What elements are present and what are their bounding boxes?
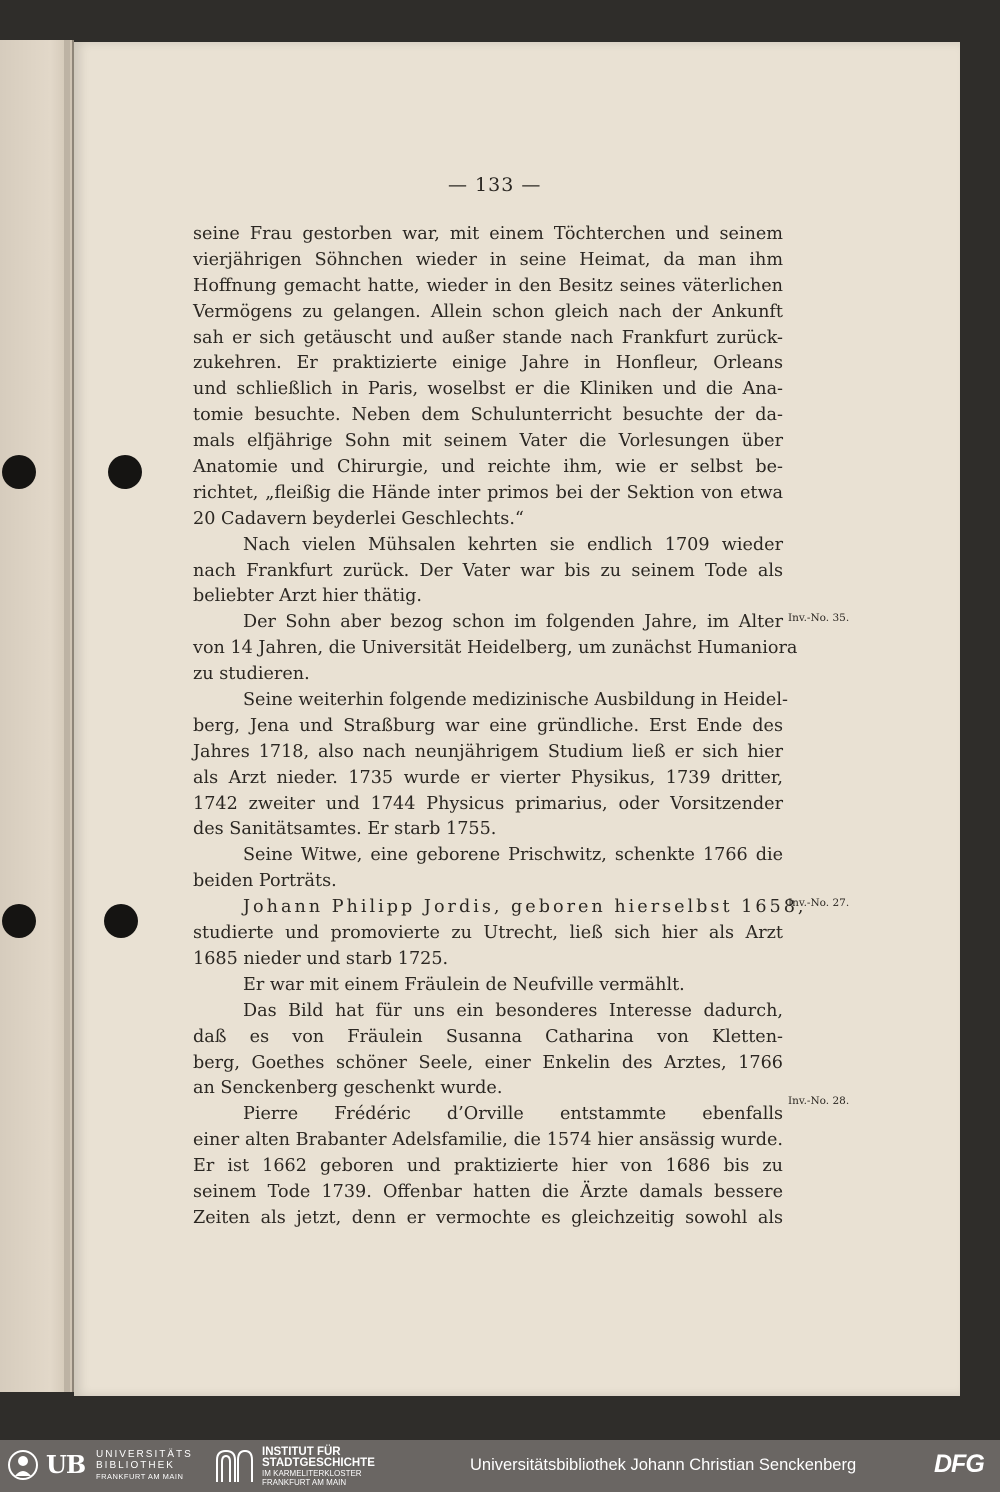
text-line: Nach vielen Mühsalen kehrten sie endlich 1709 wieder	[243, 534, 783, 555]
text-line: und schließlich in Paris, woselbst er die Kliniken und die Ana-	[193, 379, 783, 400]
text-line: des Sanitätsamtes. Er starb 1755.	[193, 819, 497, 840]
isg-line-1: INSTITUT FÜR	[262, 1446, 341, 1458]
text-line: Anatomie und Chirurgie, und reichte ihm, wie er selbst be-	[193, 457, 783, 478]
text-line: an Senckenberg geschenkt wurde.	[193, 1078, 503, 1099]
document-page	[74, 42, 960, 1396]
text-line: beiden Porträts.	[193, 871, 337, 892]
text-line: berg, Jena und Straßburg war eine gründliche. Erst Ende des	[193, 715, 783, 736]
text-line: als Arzt nieder. 1735 wurde er vierter Physikus, 1739 dritter,	[193, 767, 783, 788]
text-line: Johann Philipp Jordis, geboren hierselbst 1658,	[243, 897, 807, 918]
text-line: Der Sohn aber bezog schon im folgenden Jahre, im Alter	[243, 612, 783, 633]
text-line: Das Bild hat für uns ein besonderes Interesse dadurch,	[243, 1000, 783, 1021]
text-line: zu studieren.	[193, 664, 310, 685]
punch-hole-left-lower	[2, 904, 36, 938]
text-line: berg, Goethes schöner Seele, einer Enkelin des Arztes, 1766	[193, 1052, 783, 1073]
ub-seal-icon	[6, 1448, 40, 1482]
text-line: 20 Cadavern beyderlei Geschlechts.“	[193, 508, 524, 529]
text-line: mals elfjährige Sohn mit seinem Vater die Vorlesungen über	[193, 431, 783, 452]
text-line: 1742 zweiter und 1744 Physicus primarius, oder Vorsitzender	[193, 793, 783, 814]
text-line: Jahres 1718, also nach neunjährigem Studium ließ er sich hier	[193, 741, 783, 762]
binding-edge	[64, 40, 70, 1392]
text-line: einer alten Brabanter Adelsfamilie, die 1574 hier ansässig wurde.	[193, 1130, 783, 1151]
isg-name	[262, 1447, 375, 1487]
ub-name	[96, 1449, 193, 1482]
isg-arches-icon[interactable]	[214, 1448, 254, 1484]
text-line: Pierre Frédéric d’Orville entstammte ebenfalls	[243, 1104, 783, 1125]
body-text	[193, 222, 807, 1232]
ub-line-3: FRANKFURT AM MAIN	[96, 1472, 184, 1481]
text-line: 1685 nieder und starb 1725.	[193, 948, 449, 969]
text-line: Vermögens zu gelangen. Allein schon gleich nach der Ankunft	[193, 301, 783, 322]
margin-note-inv-28: Inv.-No. 28.	[788, 1095, 850, 1107]
text-line: studierte und promovierte zu Utrecht, ließ sich hier als Arzt	[193, 923, 783, 944]
footer-bar	[0, 1440, 1000, 1492]
text-line: Zeiten als jetzt, denn er vermochte es gleichzeitig sowohl als	[193, 1207, 783, 1228]
ub-line-1: UNIVERSITÄTS	[96, 1449, 193, 1460]
text-line: beliebter Arzt hier thätig.	[193, 586, 422, 607]
text-line: zukehren. Er praktizierte einige Jahre in Honfleur, Orleans	[193, 353, 783, 374]
text-line: tomie besuchte. Neben dem Schulunterricht besuchte der da-	[193, 405, 783, 426]
dfg-logo[interactable]: DFG	[934, 1450, 984, 1478]
library-name-link[interactable]: Universitätsbibliothek Johann Christian Senckenberg	[470, 1456, 857, 1474]
text-line: Er ist 1662 geboren und praktizierte hier von 1686 bis zu	[193, 1156, 783, 1177]
text-line: sah er sich getäuscht und außer stande nach Frankfurt zurück-	[193, 327, 783, 348]
punch-hole-upper	[108, 455, 142, 489]
punch-hole-lower	[104, 904, 138, 938]
margin-note-inv-35: Inv.-No. 35.	[788, 612, 850, 624]
isg-line-3: IM KARMELITERKLOSTER	[262, 1469, 362, 1478]
text-line: Er war mit einem Fräulein de Neufville vermählt.	[243, 974, 685, 995]
ub-line-2: BIBLIOTHEK	[96, 1460, 175, 1471]
page-number: — 133 —	[448, 174, 542, 196]
text-line: seine Frau gestorben war, mit einem Töchterchen und seinem	[193, 224, 783, 244]
ub-mark: UB	[46, 1450, 86, 1479]
text-line: seinem Tode 1739. Offenbar hatten die Ärzte damals bessere	[193, 1181, 783, 1202]
text-line: daß es von Fräulein Susanna Catharina von Kletten-	[193, 1026, 783, 1047]
text-line: nach Frankfurt zurück. Der Vater war bis zu seinem Tode als	[193, 560, 783, 581]
isg-line-2: STADTGESCHICHTE	[262, 1457, 375, 1469]
isg-line-4: FRANKFURT AM MAIN	[262, 1478, 347, 1487]
text-line: vierjährigen Söhnchen wieder in seine Heimat, da man ihm	[193, 249, 783, 270]
text-line: Hoffnung gemacht hatte, wieder in den Besitz seines väterlichen	[193, 275, 783, 296]
punch-hole-left-upper	[2, 455, 36, 489]
previous-page-edge	[0, 40, 74, 1392]
text-line: Seine weiterhin folgende medizinische Ausbildung in Heidel-	[243, 690, 788, 711]
ub-logo[interactable]	[6, 1448, 96, 1484]
margin-note-inv-27: Inv.-No. 27.	[788, 897, 850, 909]
text-line: Seine Witwe, eine geborene Prischwitz, schenkte 1766 die	[243, 845, 783, 866]
text-line: von 14 Jahren, die Universität Heidelberg, um zunächst Humaniora	[193, 638, 798, 659]
text-line: richtet, „fleißig die Hände inter primos bei der Sektion von etwa	[193, 482, 783, 503]
